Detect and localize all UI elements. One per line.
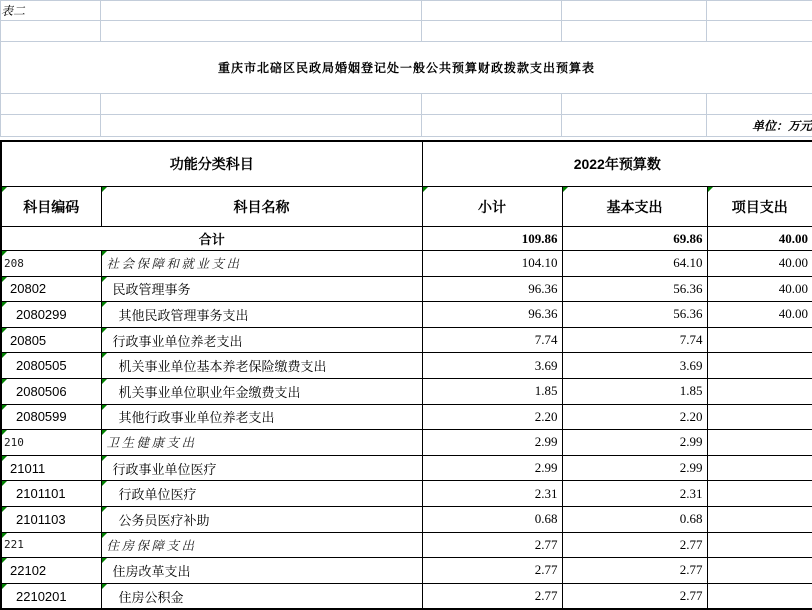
basic-expense-value-cell: 2.77 [562, 558, 707, 584]
function-category-header: 功能分类科目 [1, 141, 422, 187]
grid-cell [1, 115, 101, 137]
subject-code-cell: 2080506 [1, 378, 101, 404]
subject-name-cell: 其他民政管理事务支出 [101, 302, 422, 328]
subtotal-value-cell: 1.85 [422, 378, 562, 404]
budget-table [0, 140, 812, 610]
budget-row-20802 [1, 276, 812, 302]
group-header-row [1, 141, 812, 187]
subject-code-cell: 210 [1, 430, 101, 456]
project-expense-value-cell: 40.00 [707, 302, 812, 328]
budget-row-20805 [1, 327, 812, 353]
subject-name-cell: 社会保障和就业支出 [101, 251, 422, 277]
sheet-label: 表二 [1, 1, 101, 21]
subject-code-cell: 208 [1, 251, 101, 277]
project-expense-value-cell [707, 558, 812, 584]
grid-cell [101, 115, 422, 137]
subject-name-cell: 住房公积金 [101, 583, 422, 609]
project-expense-value-cell [707, 327, 812, 353]
subject-name-cell: 其他行政事业单位养老支出 [101, 404, 422, 430]
subtotal-value-cell: 7.74 [422, 327, 562, 353]
total-label: 合计 [1, 227, 422, 251]
project-expense-value-cell [707, 481, 812, 507]
grid-cell [562, 115, 707, 137]
subtotal-value-cell: 0.68 [422, 506, 562, 532]
subtotal-value-cell: 104.10 [422, 251, 562, 277]
budget-row-2080505 [1, 353, 812, 379]
subject-code-cell: 2210201 [1, 583, 101, 609]
subtotal-value-cell: 2.99 [422, 430, 562, 456]
project-expense-value-cell: 40.00 [707, 251, 812, 277]
basic-expense-value-cell: 2.20 [562, 404, 707, 430]
col-header-subject-name: 科目名称 [101, 187, 422, 227]
col-header-subtotal: 小计 [422, 187, 562, 227]
total-row [1, 227, 812, 251]
subject-name-cell: 机关事业单位职业年金缴费支出 [101, 378, 422, 404]
grid-cell [422, 1, 562, 21]
subject-name-cell: 行政事业单位养老支出 [101, 327, 422, 353]
subtotal-value-cell: 96.36 [422, 302, 562, 328]
grid-cell [562, 94, 707, 115]
sheet-top-grid [0, 0, 812, 137]
grid-cell [562, 21, 707, 42]
basic-expense-value-cell: 2.99 [562, 430, 707, 456]
basic-expense-value-cell: 0.68 [562, 506, 707, 532]
subtotal-value-cell: 2.99 [422, 455, 562, 481]
grid-cell [707, 94, 812, 115]
budget-row-2210201 [1, 583, 812, 609]
budget-row-2080506 [1, 378, 812, 404]
subject-code-cell: 2101103 [1, 506, 101, 532]
basic-expense-value-cell: 56.36 [562, 302, 707, 328]
budget-row-2080599 [1, 404, 812, 430]
budget-row-22102 [1, 558, 812, 584]
basic-expense-value-cell: 2.99 [562, 455, 707, 481]
subject-code-cell: 20802 [1, 276, 101, 302]
subject-name-cell: 公务员医疗补助 [101, 506, 422, 532]
subtotal-value-cell: 3.69 [422, 353, 562, 379]
subject-name-cell: 住房保障支出 [101, 532, 422, 558]
subject-code-cell: 2101101 [1, 481, 101, 507]
grid-cell [707, 1, 812, 21]
col-header-project-expense: 项目支出 [707, 187, 812, 227]
subtotal-value-cell: 2.77 [422, 583, 562, 609]
total-basic-cell: 69.86 [562, 227, 707, 251]
project-expense-value-cell [707, 404, 812, 430]
subtotal-value-cell: 2.77 [422, 532, 562, 558]
subject-code-cell: 22102 [1, 558, 101, 584]
basic-expense-value-cell: 2.77 [562, 532, 707, 558]
basic-expense-value-cell: 64.10 [562, 251, 707, 277]
budget-row-221 [1, 532, 812, 558]
total-project-cell: 40.00 [707, 227, 812, 251]
budget-rows [1, 227, 812, 610]
budget-row-2101103 [1, 506, 812, 532]
report-title: 重庆市北碚区民政局婚姻登记处一般公共预算财政拨款支出预算表 [1, 42, 812, 94]
basic-expense-value-cell: 2.31 [562, 481, 707, 507]
budget-row-210 [1, 430, 812, 456]
basic-expense-value-cell: 1.85 [562, 378, 707, 404]
col-header-basic-expense: 基本支出 [562, 187, 707, 227]
project-expense-value-cell: 40.00 [707, 276, 812, 302]
project-expense-value-cell [707, 378, 812, 404]
grid-cell [562, 1, 707, 21]
basic-expense-value-cell: 56.36 [562, 276, 707, 302]
grid-cell [707, 21, 812, 42]
subject-code-cell: 2080299 [1, 302, 101, 328]
subject-name-cell: 行政事业单位医疗 [101, 455, 422, 481]
unit-note: 单位：万元 [707, 115, 812, 137]
col-header-subject-code: 科目编码 [1, 187, 101, 227]
subject-code-cell: 21011 [1, 455, 101, 481]
project-expense-value-cell [707, 353, 812, 379]
budget-row-2080299 [1, 302, 812, 328]
subject-name-cell: 卫生健康支出 [101, 430, 422, 456]
grid-cell [101, 94, 422, 115]
grid-cell [422, 115, 562, 137]
subtotal-value-cell: 2.77 [422, 558, 562, 584]
subject-name-cell: 民政管理事务 [101, 276, 422, 302]
subject-code-cell: 2080505 [1, 353, 101, 379]
project-expense-value-cell [707, 583, 812, 609]
grid-cell [422, 94, 562, 115]
budget-year-header: 2022年预算数 [422, 141, 812, 187]
project-expense-value-cell [707, 430, 812, 456]
subject-name-cell: 住房改革支出 [101, 558, 422, 584]
budget-row-2101101 [1, 481, 812, 507]
basic-expense-value-cell: 2.77 [562, 583, 707, 609]
subtotal-value-cell: 2.20 [422, 404, 562, 430]
grid-cell [1, 21, 101, 42]
grid-cell [101, 1, 422, 21]
project-expense-value-cell [707, 455, 812, 481]
subject-code-cell: 2080599 [1, 404, 101, 430]
project-expense-value-cell [707, 506, 812, 532]
subject-name-cell: 机关事业单位基本养老保险缴费支出 [101, 353, 422, 379]
subject-code-cell: 20805 [1, 327, 101, 353]
subtotal-value-cell: 96.36 [422, 276, 562, 302]
basic-expense-value-cell: 3.69 [562, 353, 707, 379]
subtotal-value-cell: 2.31 [422, 481, 562, 507]
subject-code-cell: 221 [1, 532, 101, 558]
column-header-row [1, 187, 812, 227]
subject-name-cell: 行政单位医疗 [101, 481, 422, 507]
project-expense-value-cell [707, 532, 812, 558]
grid-cell [101, 21, 422, 42]
grid-cell [422, 21, 562, 42]
basic-expense-value-cell: 7.74 [562, 327, 707, 353]
budget-row-21011 [1, 455, 812, 481]
grid-cell [1, 94, 101, 115]
budget-row-208 [1, 251, 812, 277]
total-subtotal-cell: 109.86 [422, 227, 562, 251]
